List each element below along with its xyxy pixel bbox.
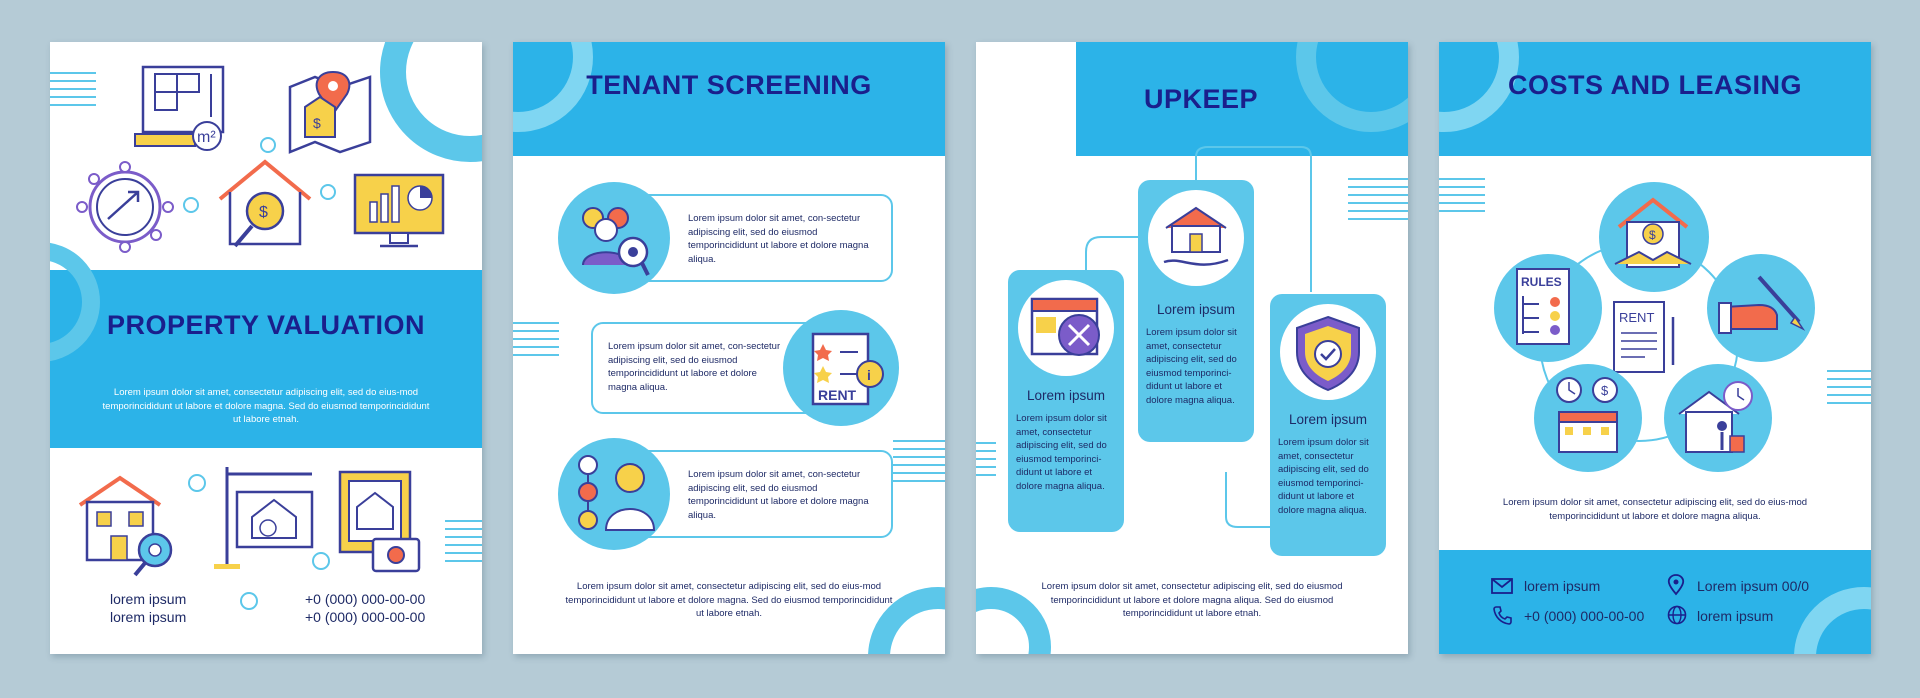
decorative-stripes [445, 520, 482, 568]
decorative-dot [183, 197, 199, 213]
contact-left-1: lorem ipsum [110, 591, 187, 607]
property-photo-icon [335, 467, 435, 577]
globe-icon [1667, 605, 1687, 625]
lease-term-icon [1674, 374, 1764, 464]
rent-application-icon [798, 324, 888, 414]
page-title: TENANT SCREENING [586, 70, 872, 100]
card-text: Lorem ipsum dolor sit amet, consectetur adipiscing elit, sed do eiusmod temporinci-didunt ut labore et dolore magna aliqua. [1278, 437, 1369, 516]
decorative-dot [240, 592, 258, 610]
payment-schedule-icon [1547, 372, 1632, 462]
decorative-stripes [50, 72, 96, 112]
decorative-arc [380, 42, 482, 162]
contact-website: lorem ipsum [1697, 608, 1774, 624]
candidate-evaluation-icon [568, 450, 663, 540]
decorative-stripes [1439, 178, 1485, 218]
brochure-panel-tenant-screening [513, 42, 945, 654]
location-pin-icon [1667, 574, 1685, 596]
brochure-panel-upkeep [976, 42, 1408, 654]
decorative-stripes [513, 322, 559, 362]
svg-text:$: $ [313, 115, 321, 131]
svg-text:i: i [867, 367, 871, 383]
house-care-icon [1156, 200, 1236, 280]
analytics-monitor-icon [350, 170, 450, 255]
card-heading: Lorem ipsum [1156, 302, 1236, 317]
footer-text: Lorem ipsum dolor sit amet, consectetur adipiscing elit, sed do eius-mod temporincididunt ut labore et dolore magna. Sed do eiusmod temporincididunt ut labore etnah. [565, 581, 893, 619]
repair-calendar-icon [1024, 287, 1109, 372]
house-deal-icon [1611, 192, 1696, 282]
email-icon [1491, 578, 1513, 594]
contact-email: lorem ipsum [1524, 578, 1601, 594]
page-title: COSTS AND LEASING [1507, 70, 1803, 100]
contact-left-2: lorem ipsum [110, 609, 187, 625]
area-label: m² [197, 129, 216, 146]
decorative-dot [260, 137, 276, 153]
summary-text: Lorem ipsum dolor sit amet, consectetur adipiscing elit, sed do eius-mod temporincididunt ut labore et dolore magna aliqua. [1502, 497, 1808, 522]
page-title: UPKEEP [1143, 84, 1259, 114]
contact-phone: +0 (000) 000-00-00 [1524, 608, 1645, 624]
decorative-dot [320, 184, 336, 200]
decorative-stripes [1348, 178, 1408, 226]
footer-text: Lorem ipsum dolor sit amet, consectetur adipiscing elit, sed do eiusmod temporincididunt ut labore et dolore magna aliqua. Sed do eiusmod temporincididunt ut labore etnah. [1041, 581, 1343, 619]
brochure-panel-costs-and-leasing [1439, 42, 1871, 654]
info-text: Lorem ipsum dolor sit amet, con-sectetur adipiscing elit, sed do eiusmod temporincididunt ut labore et dolore magna aliqua. [688, 469, 869, 521]
svg-text:$: $ [1649, 228, 1656, 242]
info-text: Lorem ipsum dolor sit amet, con-sectetur adipiscing elit, sed do eiusmod temporincididunt ut labore et dolore magna aliqua. [608, 341, 781, 393]
card-heading: Lorem ipsum [1288, 412, 1368, 427]
decorative-dot [188, 474, 206, 492]
protection-shield-icon [1291, 312, 1366, 392]
svg-text:$: $ [1601, 383, 1609, 398]
decorative-stripes [893, 440, 945, 488]
decorative-dot [312, 552, 330, 570]
svg-text:$: $ [259, 204, 268, 221]
decorative-stripes [976, 442, 996, 482]
for-sale-sign-icon [212, 462, 322, 572]
floor-plan-icon [135, 62, 235, 152]
card-text: Lorem ipsum dolor sit amet, consectetur adipiscing elit, sed do eiusmod temporinci-didunt ut labore et dolore magna aliqua. [1146, 327, 1237, 406]
intro-text: Lorem ipsum dolor sit amet, consectetur adipiscing elit, sed do eius-mod temporincididunt ut labore et dolore magna. Sed do eiusmod temporincididunt ut labore etnah. [102, 387, 430, 425]
card-heading: Lorem ipsum [1026, 388, 1106, 403]
rent-label: RENT [1619, 310, 1655, 325]
rent-label: RENT [818, 387, 857, 403]
house-inspection-icon [75, 470, 185, 580]
phone-icon [1492, 605, 1512, 625]
decorative-stripes [1827, 370, 1871, 410]
rules-label: RULES [1521, 275, 1562, 289]
contact-phone-1: +0 (000) 000-00-00 [305, 591, 426, 607]
page-title: PROPERTY VALUATION [106, 310, 426, 340]
house-search-icon [210, 154, 320, 254]
tenant-group-icon [573, 200, 663, 285]
contact-phone-2: +0 (000) 000-00-00 [305, 609, 426, 625]
brochure-panel-property-valuation [50, 42, 482, 654]
card-text: Lorem ipsum dolor sit amet, consectetur adipiscing elit, sed do eiusmod temporinci-didunt ut labore et dolore magna aliqua. [1016, 413, 1107, 492]
contact-address: Lorem ipsum 00/0 [1697, 578, 1810, 594]
growth-chart-icon [70, 157, 180, 257]
signing-hand-icon [1719, 267, 1809, 352]
map-location-icon [285, 62, 380, 152]
rules-checklist-icon [1509, 264, 1589, 354]
info-text: Lorem ipsum dolor sit amet, con-sectetur adipiscing elit, sed do eiusmod temporincididunt ut labore et dolore magna aliqua. [688, 213, 869, 265]
